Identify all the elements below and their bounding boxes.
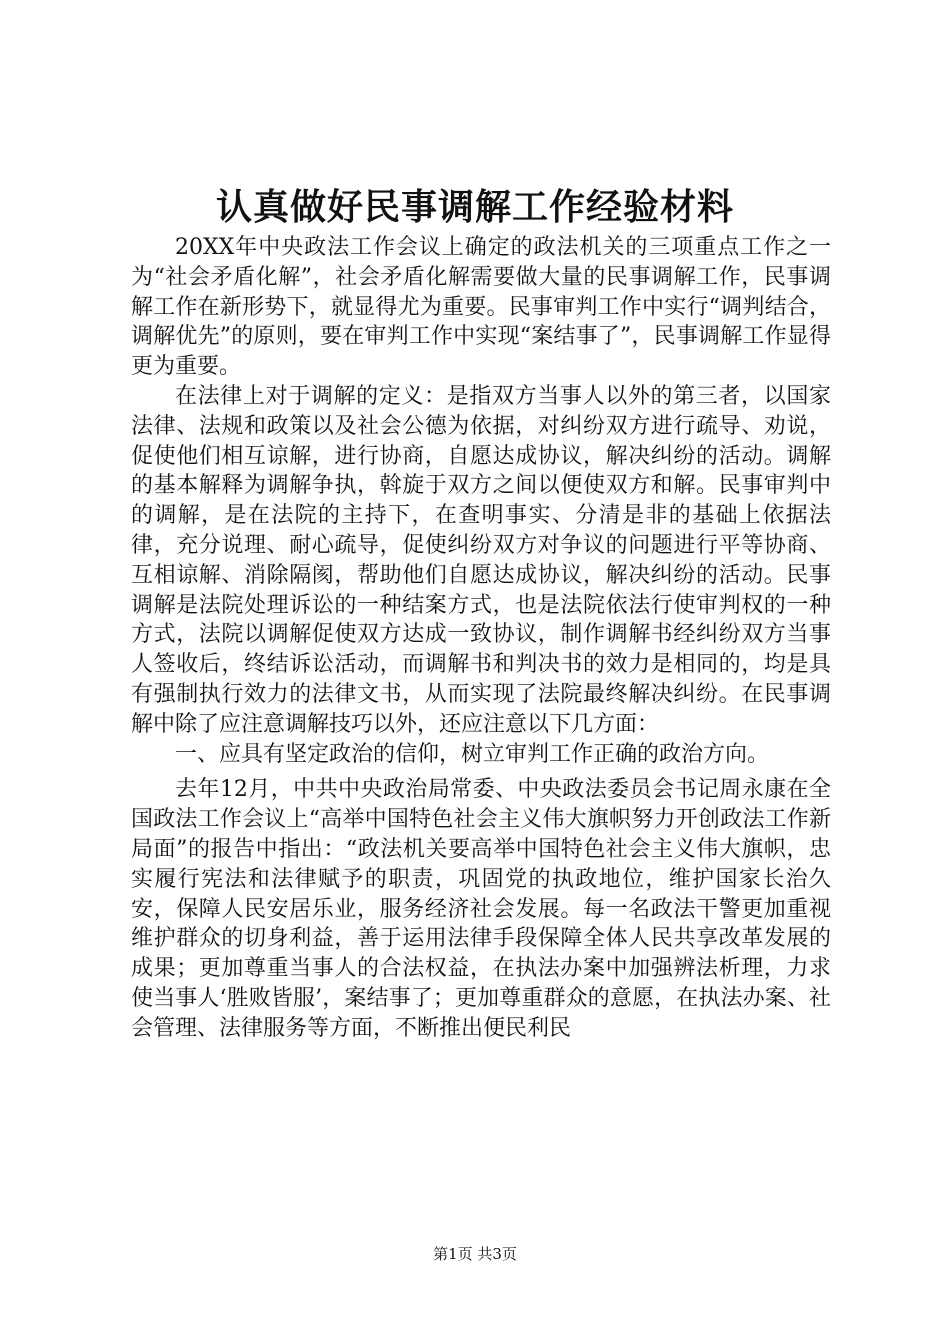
page-number-footer: 第1页 共3页 (433, 1245, 517, 1263)
document-title: 认真做好民事调解工作经验材料 (215, 186, 734, 228)
paragraph-intro: 20XX年中央政法工作会议上确定的政法机关的三项重点工作之一为“社会矛盾化解”，社会矛盾化解需要做大量的民事调解工作，民事调解工作在新形势下，就显得尤为重要。民事审判工作中实行“调判结合，调解优先”的原则，要在审判工作中实现“案结事了”，民事调解工作显得更为重要。 (131, 235, 831, 380)
paragraph-speech-quote: 去年12月，中共中央政治局常委、中央政法委员会书记周永康在全国政法工作会议上“高举中国特色社会主义伟大旗帜努力开创政法工作新局面”的报告中指出：“政法机关要高举中国特色社会主义伟大旗帜，忠实履行宪法和法律赋予的职责，巩固党的执政地位，维护国家长治久安，保障人民安居乐业，服务经济社会发展。每一名政法干警更加重视维护群众的切身利益，善于运用法律手段保障全体人民共享改革发展的成果；更加尊重当事人的合法权益，在执法办案中加强辨法析理，力求使当事人‘胜败皆服’，案结事了；更加尊重群众的意愿，在执法办案、社会管理、法律服务等方面，不断推出便民利民 (131, 777, 831, 1041)
paragraph-definition: 在法律上对于调解的定义：是指双方当事人以外的第三者，以国家法律、法规和政策以及社会公德为依据，对纠纷双方进行疏导、劝说，促使他们相互谅解，进行协商，自愿达成协议，解决纠纷的活动。调解的基本解释为调解争执，斡旋于双方之间以便使双方和解。民事审判中的调解，是在法院的主持下，在查明事实、分清是非的基础上依据法律，充分说理、耐心疏导，促使纠纷双方对争议的问题进行平等协商、互相谅解、消除隔阂，帮助他们自愿达成协议，解决纠纷的活动。民事调解是法院处理诉讼的一种结案方式，也是法院依法行使审判权的一种方式，法院以调解促使双方达成一致协议，制作调解书经纠纷双方当事人签收后，终结诉讼活动，而调解书和判决书的效力是相同的，均是具有强制执行效力的法律文书，从而实现了法院最终解决纠纷。在民事调解中除了应注意调解技巧以外，还应注意以下几方面： (131, 383, 831, 737)
document-body (131, 233, 831, 1044)
paragraph-heading-one: 一、应具有坚定政治的信仰，树立审判工作正确的政治方向。 (175, 741, 770, 767)
